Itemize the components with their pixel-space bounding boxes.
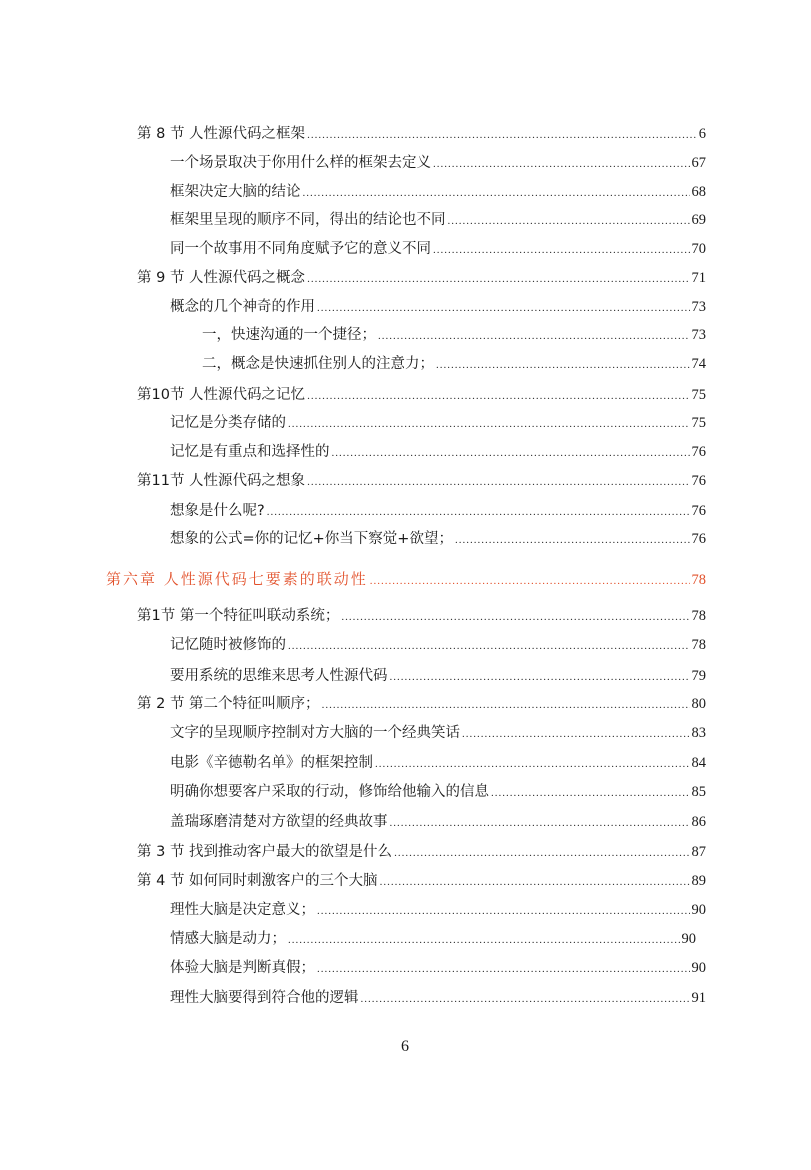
toc-title: 文字的呈现顺序控制对方大脑的一个经典笑话 [170, 725, 460, 741]
toc-title: 第 8 节 人性源代码之框架 [137, 126, 306, 142]
toc-page-number: 75 [691, 415, 706, 431]
toc-title: 理性大脑要得到符合他的逻辑 [170, 990, 359, 1006]
toc-page-number: 76 [691, 473, 706, 489]
toc-title: 同一个故事用不同角度赋予它的意义不同 [170, 241, 431, 257]
toc-section-11 [137, 469, 706, 493]
toc-entry [170, 751, 706, 775]
toc-title: 理性大脑是决定意义； [170, 902, 315, 918]
toc-entry [170, 956, 706, 980]
toc-title: 框架里呈现的顺序不同，得出的结论也不同 [170, 212, 446, 228]
dot-leader [341, 605, 689, 629]
toc-title: 二，概念是快速抓住别人的注意力； [202, 356, 434, 372]
toc-title: 第 4 节 如何同时刺激客户的三个大脑 [137, 873, 378, 889]
dot-leader [380, 870, 690, 894]
toc-entry [170, 208, 706, 232]
toc-section-10 [137, 383, 706, 407]
dot-leader [370, 569, 690, 593]
toc-page-number: 74 [691, 356, 706, 372]
toc-section-2 [137, 692, 706, 716]
toc-page-number: 68 [691, 184, 706, 200]
toc-entry [170, 180, 706, 204]
toc-page-number: 6 [698, 126, 706, 142]
dot-leader [317, 296, 690, 320]
toc-page-number: 76 [691, 444, 706, 460]
toc-page-number: 76 [691, 531, 706, 547]
toc-title: 要用系统的思维来思考人性源代码 [170, 668, 388, 684]
toc-title: 盖瑞琢磨清楚对方欲望的经典故事 [170, 814, 388, 830]
dot-leader [433, 152, 690, 176]
toc-page-number: 85 [691, 784, 706, 800]
dot-leader [317, 899, 690, 923]
dot-leader [288, 928, 680, 952]
toc-page-number: 75 [691, 387, 706, 403]
dot-leader [375, 752, 690, 776]
toc-entry [170, 721, 706, 745]
toc-title: 第 9 节 人性源代码之概念 [137, 270, 306, 286]
dot-leader [433, 238, 690, 262]
toc-page-number: 76 [691, 503, 706, 519]
toc-title: 概念的几个神奇的作用 [170, 299, 315, 315]
page-footer-number: 6 [401, 1038, 409, 1055]
toc-page-number: 80 [691, 696, 706, 712]
toc-page-number: 70 [691, 241, 706, 257]
dot-leader [378, 324, 690, 348]
toc-page-number: 90 [681, 931, 696, 947]
toc-entry [170, 898, 706, 922]
dot-leader [448, 209, 690, 233]
toc-title: 一，快速沟通的一个捷径； [202, 327, 376, 343]
dot-leader [307, 384, 689, 408]
toc-page-number: 91 [691, 990, 706, 1006]
toc-entry [170, 527, 706, 551]
dot-leader [394, 841, 689, 865]
dot-leader [361, 987, 690, 1011]
toc-entry [170, 499, 706, 523]
toc-title: 第 2 节 第二个特征叫顺序； [137, 696, 320, 712]
dot-leader [307, 267, 689, 291]
dot-leader [288, 412, 690, 436]
toc-section-9 [137, 266, 706, 290]
toc-page-number: 83 [691, 725, 706, 741]
toc-section-4 [137, 869, 706, 893]
toc-section-8 [137, 122, 706, 146]
dot-leader [317, 957, 690, 981]
dot-leader [307, 470, 689, 494]
dot-leader [307, 123, 697, 147]
toc-page-number: 73 [691, 299, 706, 315]
toc-title: 明确你想要客户采取的行动，修饰给他输入的信息 [170, 784, 489, 800]
dot-leader [390, 665, 690, 689]
toc-page-number: 71 [691, 270, 706, 286]
toc-page-number: 90 [691, 960, 706, 976]
toc-entry [170, 237, 706, 261]
dot-leader [267, 500, 690, 524]
toc-entry [170, 664, 706, 688]
dot-leader [303, 181, 690, 205]
toc-entry [202, 352, 706, 376]
toc-title: 一个场景取决于你用什么样的框架去定义 [170, 155, 431, 171]
toc-entry [170, 633, 706, 657]
toc-title: 电影《辛德勒名单》的框架控制 [170, 755, 373, 771]
dot-leader [390, 811, 690, 835]
toc-page-number: 69 [691, 212, 706, 228]
toc-title: 第1节 第一个特征叫联动系统； [137, 608, 340, 624]
toc-section-3 [137, 840, 706, 864]
toc-section-1 [137, 604, 706, 628]
toc-title: 第 3 节 找到推动客户最大的欲望是什么 [137, 844, 393, 860]
dot-leader [436, 353, 690, 377]
toc-title: 框架决定大脑的结论 [170, 184, 301, 200]
toc-page-number: 89 [691, 873, 706, 889]
toc-page-number: 90 [691, 902, 706, 918]
dot-leader [322, 693, 690, 717]
toc-title: 想象的公式=你的记忆+你当下察觉+欲望； [170, 531, 453, 547]
toc-title: 体验大脑是判断真假； [170, 960, 315, 976]
toc-title: 想象是什么呢? [170, 503, 265, 519]
toc-title: 记忆是分类存储的 [170, 415, 286, 431]
toc-entry [170, 151, 706, 175]
toc-entry [170, 295, 706, 319]
toc-page-number: 84 [691, 755, 706, 771]
toc-title: 第10节 人性源代码之记忆 [137, 387, 306, 403]
toc-entry [170, 780, 706, 804]
toc-title: 记忆随时被修饰的 [170, 637, 286, 653]
toc-entry [170, 986, 706, 1010]
chapter-title: 第六章 人性源代码七要素的联动性 [106, 570, 368, 588]
toc-title: 情感大脑是动力； [170, 931, 286, 947]
toc-page-number: 78 [691, 637, 706, 653]
toc-page-number: 79 [691, 668, 706, 684]
toc-page-number: 78 [691, 608, 706, 624]
toc-chapter-6 [106, 567, 706, 591]
dot-leader [332, 441, 690, 465]
dot-leader [491, 781, 690, 805]
toc-entry [170, 440, 706, 464]
toc-page-number: 86 [691, 814, 706, 830]
toc-title: 记忆是有重点和选择性的 [170, 444, 330, 460]
toc-page-number: 78 [691, 572, 706, 588]
toc-entry [170, 810, 706, 834]
toc-page-number: 73 [691, 327, 706, 343]
toc-title: 第11节 人性源代码之想象 [137, 473, 306, 489]
toc-entry [170, 411, 706, 435]
toc-page-number: 67 [691, 155, 706, 171]
toc-entry [170, 927, 696, 951]
dot-leader [288, 634, 690, 658]
toc-page-number: 87 [691, 844, 706, 860]
dot-leader [462, 722, 690, 746]
toc-entry [202, 323, 706, 347]
dot-leader [455, 528, 690, 552]
